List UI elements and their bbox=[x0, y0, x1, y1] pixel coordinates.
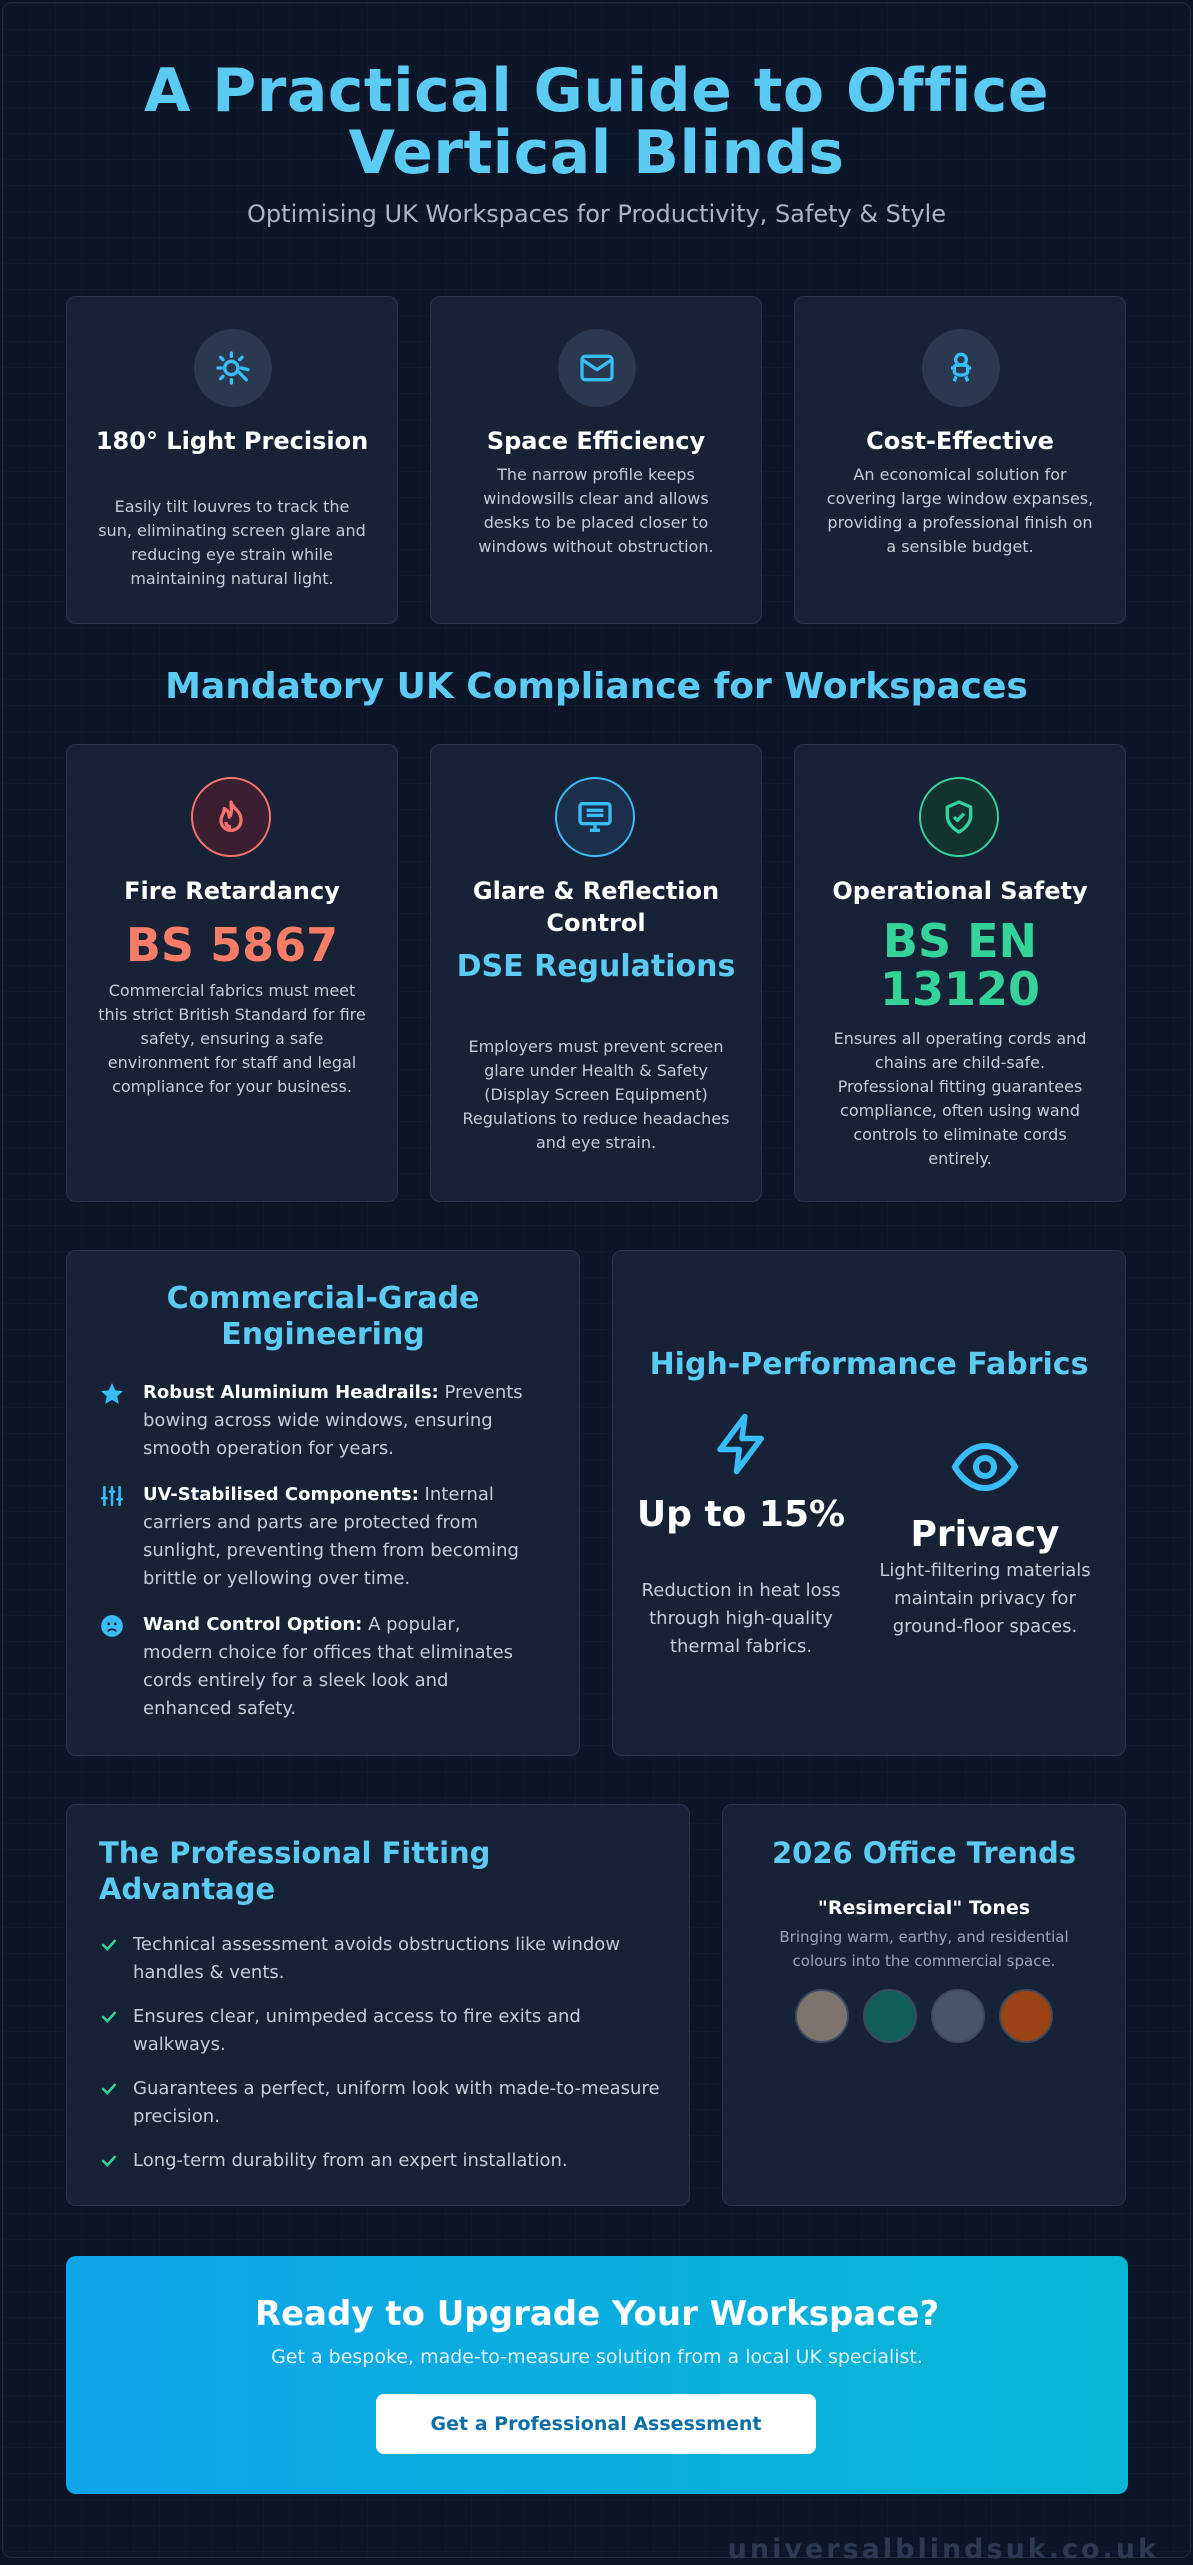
get-assessment-button[interactable]: Get a Professional Assessment bbox=[376, 2394, 816, 2454]
benefit-text: The narrow profile keeps windowsills clear and allows desks to be placed closer to windows without obstruction. bbox=[478, 465, 714, 556]
check-icon bbox=[99, 2007, 119, 2027]
fitting-item-text: Ensures clear, unimpeded access to fire exits and walkways. bbox=[133, 2006, 581, 2055]
footer-website: universalblindsuk.co.uk bbox=[727, 2534, 1159, 2565]
fitting-card bbox=[66, 1804, 690, 2206]
compliance-title: Operational Safety bbox=[832, 877, 1088, 905]
page-title-line-1: A Practical Guide to Office bbox=[143, 56, 1050, 126]
engineering-item-bold: Robust Aluminium Headrails: bbox=[143, 1382, 439, 1403]
compliance-card-safety bbox=[794, 744, 1126, 1202]
color-swatch bbox=[795, 1989, 849, 2043]
star-icon bbox=[99, 1381, 125, 1407]
fitting-item bbox=[99, 2003, 669, 2059]
fitting-item-text: Guarantees a perfect, uniform look with made-to-measure precision. bbox=[133, 2078, 660, 2127]
fabric-stat-value: Up to 15% bbox=[636, 1494, 846, 1535]
fitting-item-text: Long-term durability from an expert installation. bbox=[133, 2150, 568, 2171]
fabric-stat-text: Light-filtering materials maintain privacy for ground-floor spaces. bbox=[879, 1560, 1091, 1637]
benefit-text: Easily tilt louvres to track the sun, eliminating screen glare and reducing eye strain while maintaining natural light. bbox=[98, 497, 366, 588]
face-icon bbox=[99, 1613, 125, 1639]
trends-title: 2026 Office Trends bbox=[772, 1836, 1076, 1870]
compliance-card-glare bbox=[430, 744, 762, 1202]
page-title-line-2: Vertical Blinds bbox=[348, 118, 845, 188]
trends-subtitle: "Resimercial" Tones bbox=[817, 1897, 1031, 1919]
cta-title: Ready to Upgrade Your Workspace? bbox=[254, 2294, 940, 2334]
cta-banner bbox=[66, 2256, 1128, 2494]
benefit-title: Space Efficiency bbox=[486, 427, 706, 455]
fitting-item bbox=[99, 2147, 669, 2175]
fabrics-title: High-Performance Fabrics bbox=[649, 1347, 1089, 1382]
fabrics-card bbox=[612, 1250, 1126, 1756]
lightning-icon bbox=[709, 1411, 775, 1477]
compliance-text: Employers must prevent screen glare under Health & Safety (Display Screen Equipment) Regulations to reduce headaches and eye strain. bbox=[462, 1037, 730, 1152]
eye-icon bbox=[949, 1431, 1021, 1503]
shield-check-icon bbox=[919, 777, 999, 857]
fitting-item bbox=[99, 2075, 669, 2131]
engineering-title: Commercial-Grade Engineering bbox=[166, 1281, 480, 1352]
fabric-stat-value: Privacy bbox=[910, 1514, 1060, 1555]
fitting-item bbox=[99, 1931, 669, 1987]
monitor-icon bbox=[555, 777, 635, 857]
color-swatch bbox=[999, 1989, 1053, 2043]
compliance-card-fire bbox=[66, 744, 398, 1202]
compliance-text: Ensures all operating cords and chains are child-safe. Professional fitting guarantees compliance, often using wand controls to eliminate cords entirely. bbox=[833, 1029, 1087, 1168]
compliance-title: Glare & Reflection Control bbox=[472, 877, 720, 937]
engineering-item bbox=[99, 1379, 529, 1463]
compliance-text: Commercial fabrics must meet this strict British Standard for fire safety, ensuring a safe environment for staff and legal compliance for your business. bbox=[98, 981, 366, 1096]
trends-text: Bringing warm, earthy, and residential colours into the commercial space. bbox=[779, 1928, 1069, 1970]
engineering-item-text: Internal carriers and parts are protected from sunlight, preventing them from becoming brittle or yellowing over time. bbox=[143, 1484, 519, 1589]
compliance-code: DSE Regulations bbox=[456, 949, 736, 984]
engineering-card bbox=[66, 1250, 580, 1756]
sun-light-icon bbox=[194, 329, 272, 407]
benefit-title: Cost-Effective bbox=[866, 427, 1054, 455]
page-subtitle: Optimising UK Workspaces for Productivity, Safety & Style bbox=[247, 200, 946, 228]
flame-icon bbox=[191, 777, 271, 857]
check-icon bbox=[99, 2079, 119, 2099]
piggy-bank-icon bbox=[922, 329, 1000, 407]
engineering-item-text: A popular, modern choice for offices that eliminates cords entirely for a sleek look and enhanced safety. bbox=[143, 1614, 514, 1719]
trends-card bbox=[722, 1804, 1126, 2206]
check-icon bbox=[99, 2151, 119, 2171]
compliance-title: Fire Retardancy bbox=[124, 877, 340, 905]
benefit-card-space bbox=[430, 296, 762, 624]
benefit-title: 180° Light Precision bbox=[95, 427, 369, 455]
color-swatch bbox=[863, 1989, 917, 2043]
fabric-stat-text: Reduction in heat loss through high-quality thermal fabrics. bbox=[641, 1580, 841, 1657]
engineering-item-text: Prevents bowing across wide windows, ensuring smooth operation for years. bbox=[143, 1382, 523, 1459]
benefit-card-light bbox=[66, 296, 398, 624]
envelope-icon bbox=[558, 329, 636, 407]
fitting-title: The Professional Fitting Advantage bbox=[99, 1836, 491, 1906]
benefit-text: An economical solution for covering large window expanses, providing a professional finish on a sensible budget. bbox=[826, 465, 1094, 556]
engineering-item bbox=[99, 1611, 529, 1723]
fitting-item-text: Technical assessment avoids obstructions like window handles & vents. bbox=[133, 1934, 621, 1983]
benefit-card-cost bbox=[794, 296, 1126, 624]
engineering-item-bold: UV-Stabilised Components: bbox=[143, 1484, 419, 1505]
color-swatch bbox=[931, 1989, 985, 2043]
compliance-code: BS EN 13120 bbox=[879, 914, 1041, 1016]
compliance-section-title: Mandatory UK Compliance for Workspaces bbox=[165, 666, 1028, 707]
engineering-item bbox=[99, 1481, 529, 1593]
page-title bbox=[0, 56, 1193, 188]
sliders-icon bbox=[99, 1483, 125, 1509]
cta-text: Get a bespoke, made-to-measure solution from a local UK specialist. bbox=[271, 2346, 923, 2368]
compliance-code: BS 5867 bbox=[125, 918, 339, 972]
engineering-item-bold: Wand Control Option: bbox=[143, 1614, 363, 1635]
check-icon bbox=[99, 1935, 119, 1955]
